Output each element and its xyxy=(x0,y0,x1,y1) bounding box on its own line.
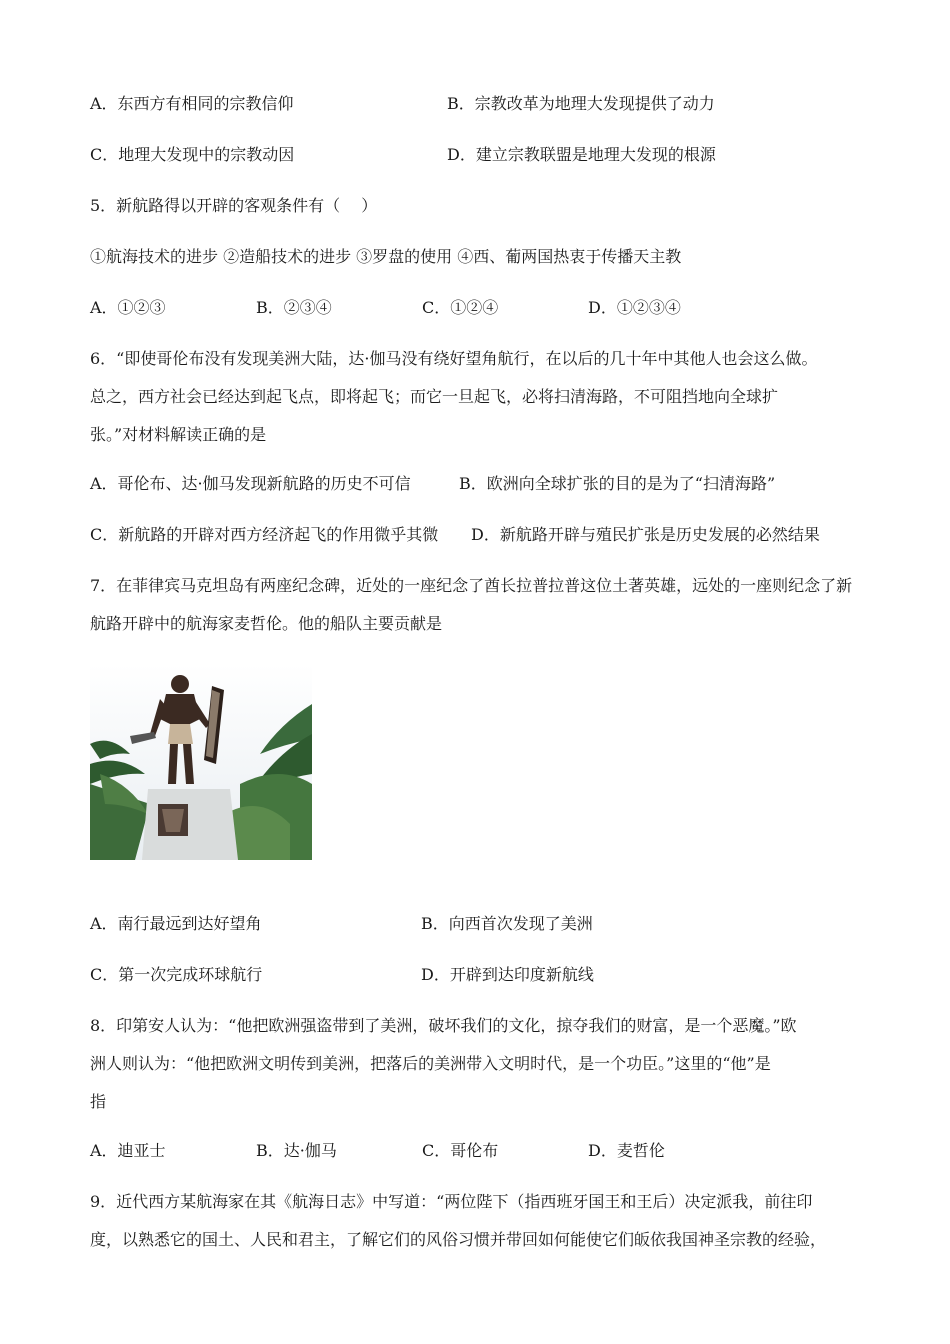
q6-option-d: D．新航路开辟与殖民扩张是历史发展的必然结果 xyxy=(471,525,820,544)
q7-option-d: D．开辟到达印度新航线 xyxy=(421,965,594,984)
q6-stem-line-1: 6．“即使哥伦布没有发现美洲大陆，达·伽马没有绕好望角航行，在以后的几十年中其他人也会这么做。 xyxy=(90,349,818,368)
q5-option-b: B．②③④ xyxy=(256,298,332,317)
q8-stem-line-2: 洲人则认为：“他把欧洲文明传到美洲，把落后的美洲带入文明时代，是一个功臣。”这里的“他”是 xyxy=(90,1054,771,1073)
q7-option-b: B．向西首次发现了美洲 xyxy=(421,914,593,933)
q6-option-c: C．新航路的开辟对西方经济起飞的作用微乎其微 xyxy=(90,525,439,544)
q6-stem-line-3: 张。”对材料解读正确的是 xyxy=(90,425,267,444)
q8-option-b: B．达·伽马 xyxy=(256,1141,337,1160)
q8-stem-line-1: 8．印第安人认为：“他把欧洲强盗带到了美洲，破坏我们的文化，掠夺我们的财富，是一个恶魔。”欧 xyxy=(90,1016,797,1035)
q7-stem-line-2: 航路开辟中的航海家麦哲伦。他的船队主要贡献是 xyxy=(90,614,443,633)
lapu-lapu-monument-photo xyxy=(90,664,312,860)
q7-stem-line-1: 7．在菲律宾马克坦岛有两座纪念碑，近处的一座纪念了酋长拉普拉普这位土著英雄，远处的一座则纪念了新 xyxy=(90,576,853,595)
q8-option-a: A．迪亚士 xyxy=(90,1141,166,1160)
q4-option-c: C．地理大发现中的宗教动因 xyxy=(90,145,295,164)
q8-stem-line-3: 指 xyxy=(90,1092,107,1111)
q7-option-a: A．南行最远到达好望角 xyxy=(90,914,262,933)
q5-option-c: C．①②④ xyxy=(422,298,499,317)
q9-stem-line-2: 度，以熟悉它的国土、人民和君主，了解它们的风俗习惯并带回如何能使它们皈依我国神圣宗教的经验， xyxy=(90,1230,827,1249)
q5-stem: 5．新航路得以开辟的客观条件有（ ） xyxy=(90,196,378,215)
q8-option-c: C．哥伦布 xyxy=(422,1141,499,1160)
q6-stem-line-2: 总之，西方社会已经达到起飞点，即将起飞；而它一旦起飞，必将扫清海路，不可阻挡地向全球扩 xyxy=(90,387,779,406)
q5-option-a: A．①②③ xyxy=(90,298,166,317)
q6-option-b: B．欧洲向全球扩张的目的是为了“扫清海路” xyxy=(459,474,776,493)
q4-option-d: D．建立宗教联盟是地理大发现的根源 xyxy=(447,145,716,164)
q5-option-d: D．①②③④ xyxy=(588,298,681,317)
q4-option-a: A．东西方有相同的宗教信仰 xyxy=(90,94,294,113)
q4-option-b: B．宗教改革为地理大发现提供了动力 xyxy=(447,94,715,113)
q6-option-a: A．哥伦布、达·伽马发现新航路的历史不可信 xyxy=(90,474,411,493)
q5-items: ①航海技术的进步 ②造船技术的进步 ③罗盘的使用 ④西、葡两国热衷于传播天主教 xyxy=(90,247,682,266)
q8-option-d: D．麦哲伦 xyxy=(588,1141,665,1160)
q9-stem-line-1: 9．近代西方某航海家在其《航海日志》中写道：“两位陛下（指西班牙国王和王后）决定派我，前往印 xyxy=(90,1192,813,1211)
q7-option-c: C．第一次完成环球航行 xyxy=(90,965,263,984)
